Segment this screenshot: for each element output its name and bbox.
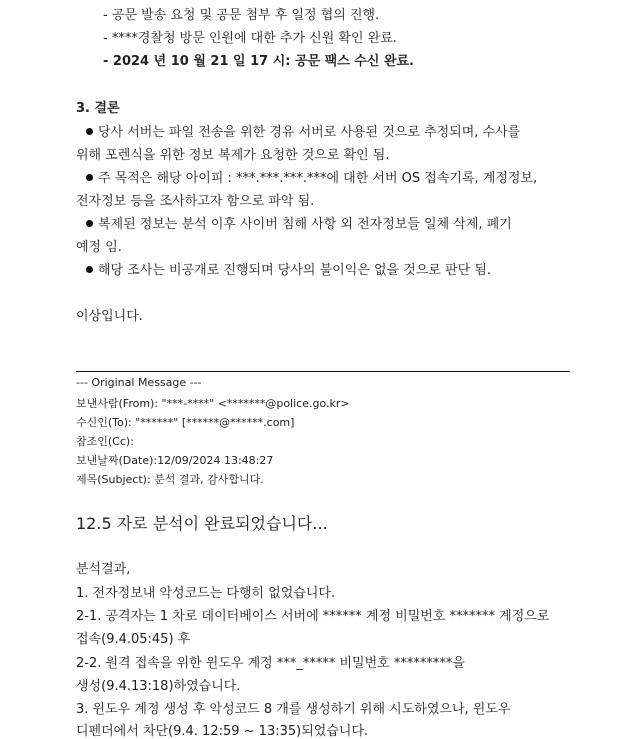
message-line: 3. 윈도우 계정 생성 후 악성코드 8 개를 생성하기 위해 시도하였으나, 윈도우 <box>76 702 511 717</box>
message-intro: 분석결과, <box>76 562 131 577</box>
cc-field: 참조인(Cc): <box>76 435 134 448</box>
message-headline: 12.5 자로 분석이 완료되었습니다... <box>76 514 328 533</box>
to-field: 수신인(To): "******" [******@******.com] <box>76 416 295 429</box>
top-item-1: - 공문 발송 요청 및 공문 첨부 후 일정 협의 진행. <box>103 8 380 23</box>
subject-field: 제목(Subject): 분석 결과, 감사합니다. <box>76 473 264 486</box>
bullet-dot-icon <box>86 128 93 135</box>
bullet-dot-icon <box>86 220 93 227</box>
divider <box>76 371 570 372</box>
closing-text: 이상입니다. <box>76 309 143 324</box>
bullet-3-line1: 복제된 정보는 분석 이후 사이버 침해 사항 외 전자정보들 일체 삭제, 폐기 <box>86 213 512 232</box>
from-field: 보낸사람(From): "***-****" <*******@police.go.kr> <box>76 397 350 410</box>
bullet-1-line2: 위해 포렌식을 위한 정보 복제가 요청한 것으로 확인 됨. <box>76 148 390 163</box>
message-line: 1. 전자정보내 악성코드는 다행히 없었습니다. <box>76 586 336 601</box>
top-item-3: - 2024 년 10 월 21 일 17 시: 공문 팩스 수신 완료. <box>103 54 414 69</box>
bullet-dot-icon <box>86 266 93 273</box>
original-message-separator: --- Original Message --- <box>76 376 202 389</box>
bullet-2-line1: 주 목적은 해당 아이피 : ***.***.***.***에 대한 서버 OS 접속기록, 계정정보, <box>86 167 537 186</box>
message-line: 2-2. 원격 접속을 위한 윈도우 계정 ***_***** 비밀번호 *********을 <box>76 656 465 671</box>
message-line: 디펜더에서 차단(9.4. 12:59 ~ 13:35)되었습니다. <box>76 724 369 739</box>
bullet-1-line1: 당사 서버는 파일 전송을 위한 경유 서버로 사용된 것으로 추정되며, 수사를 <box>86 121 520 140</box>
bullet-dot-icon <box>86 174 93 181</box>
message-line: 접속(9.4.05:45) 후 <box>76 632 191 647</box>
message-line: 2-1. 공격자는 1 차로 데이터베이스 서버에 ****** 계정 비밀번호 ******* 계정으로 <box>76 609 550 624</box>
bullet-2-line2: 전자정보 등을 조사하고자 함으로 파악 됨. <box>76 194 315 209</box>
top-item-2: - ****경찰청 방문 인원에 대한 추가 신원 확인 완료. <box>103 31 397 46</box>
bullet-3-line2: 예정 임. <box>76 240 122 255</box>
message-line: 생성(9.4.13:18)하였습니다. <box>76 679 241 694</box>
section-heading: 3. 결론 <box>76 101 120 116</box>
bullet-4-line1: 해당 조사는 비공개로 진행되며 당사의 불이익은 없을 것으로 판단 됨. <box>86 259 491 278</box>
date-field: 보낸날짜(Date):12/09/2024 13:48:27 <box>76 454 274 467</box>
